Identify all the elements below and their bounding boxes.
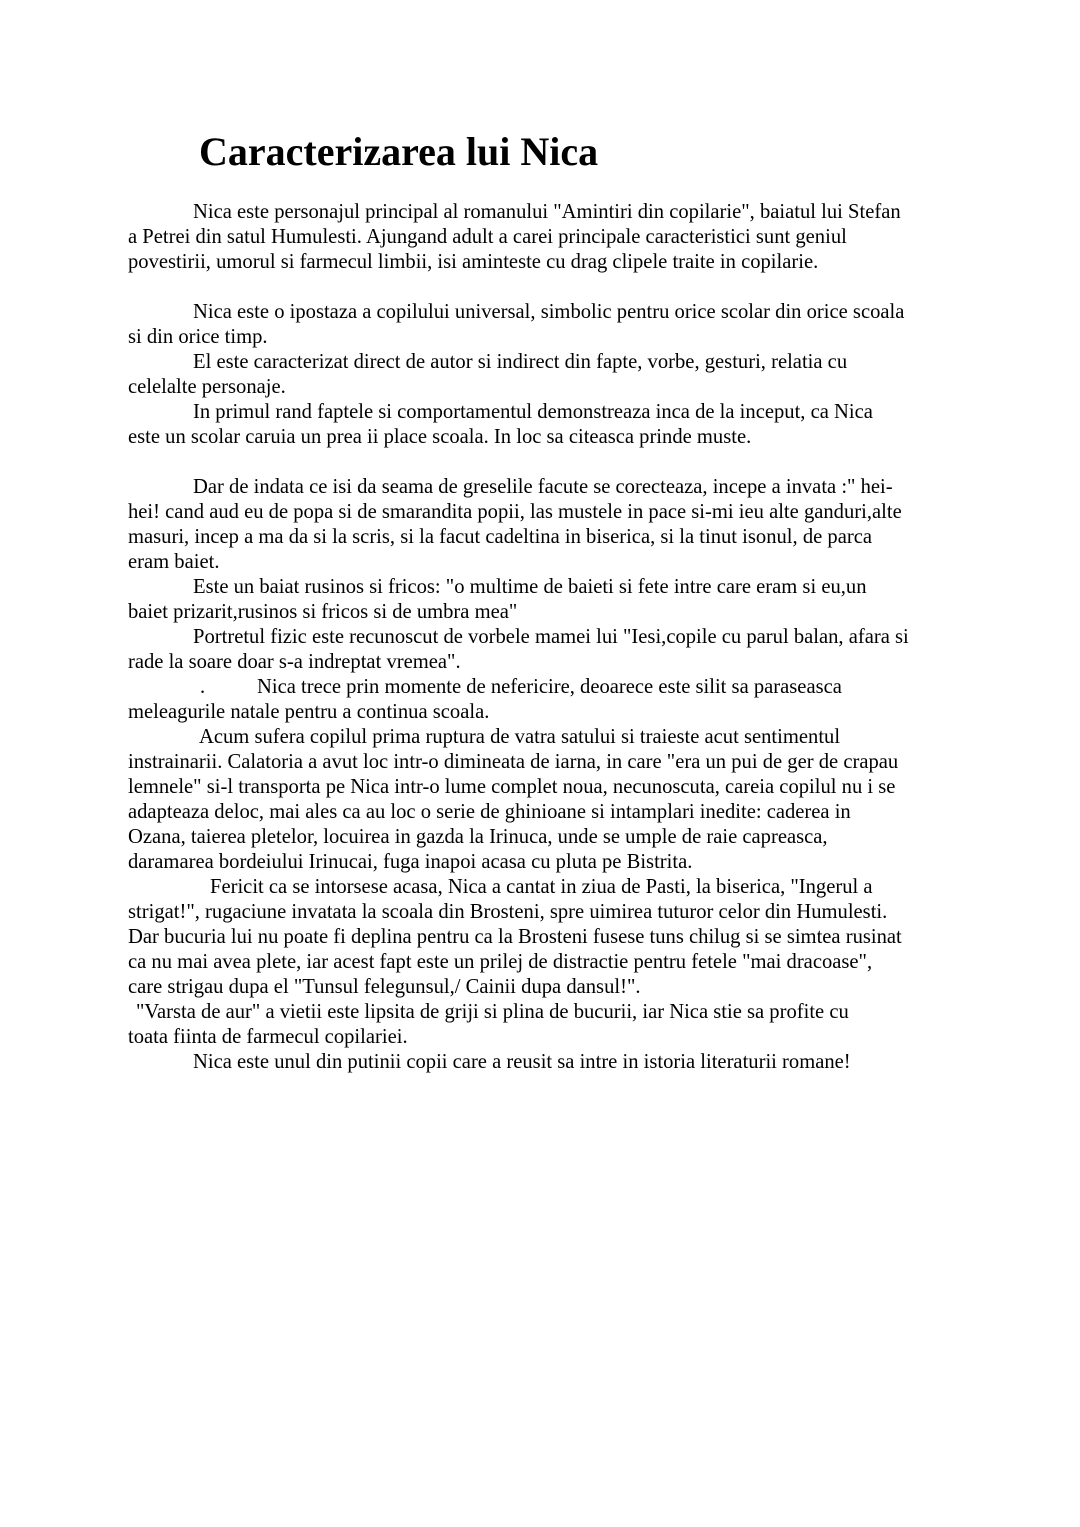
text-line: daramarea bordeiului Irinucai, fuga inapoi acasa cu pluta pe Bistrita. — [128, 851, 693, 873]
text-line: este un scolar caruia un prea ii place scoala. In loc sa citeasca prinde muste. — [128, 426, 752, 448]
text-line: toata fiinta de farmecul copilariei. — [128, 1026, 408, 1048]
text-line: meleagurile natale pentru a continua scoala. — [128, 701, 490, 723]
text-line: eram baiet. — [128, 551, 220, 573]
text-line: instrainarii. Calatoria a avut loc intr-o dimineata de iarna, in care "era un pui de ger de crapau — [128, 751, 899, 773]
text-line: Nica este unul din putinii copii care a reusit sa intre in istoria literaturii romane! — [193, 1051, 851, 1073]
text-line: adapteaza deloc, mai ales ca au loc o serie de ghinioane si intamplari inedite: caderea in — [128, 801, 851, 823]
text-line: celelalte personaje. — [128, 376, 286, 398]
text-line: lemnele" si-l transporta pe Nica intr-o lume complet noua, necunoscuta, careia copilul nu i se — [128, 776, 896, 798]
text-line: In primul rand faptele si comportamentul demonstreaza inca de la inceput, ca Nica — [193, 401, 873, 423]
text-line: strigat!", rugaciune invatata la scoala din Brosteni, spre uimirea tuturor celor din Humulesti. — [128, 901, 888, 923]
document-title: Caracterizarea lui Nica — [199, 129, 599, 174]
text-line: masuri, incep a ma da si la scris, si la facut cadeltina in biserica, si la tinut isonul, de parca — [128, 526, 872, 548]
text-line: Dar de indata ce isi da seama de greselile facute se corecteaza, incepe a invata :" hei- — [193, 476, 893, 498]
text-line: baiet prizarit,rusinos si fricos si de umbra mea" — [128, 601, 518, 623]
text-line: povestirii, umorul si farmecul limbii, isi aminteste cu drag clipele traite in copilarie. — [128, 251, 819, 273]
text-line: Dar bucuria lui nu poate fi deplina pentru ca la Brosteni fusese tuns chilug si se simtea rusinat — [128, 926, 902, 948]
text-line: Ozana, taierea pletelor, locuirea in gazda la Irinuca, unde se umple de raie capreasca, — [128, 826, 828, 848]
text-line: El este caracterizat direct de autor si indirect din fapte, vorbe, gesturi, relatia cu — [193, 351, 848, 373]
text-line: rade la soare doar s-a indreptat vremea". — [128, 651, 461, 673]
text-line: si din orice timp. — [128, 326, 268, 348]
text-line: Nica este personajul principal al romanului "Amintiri din copilarie", baiatul lui Stefan — [193, 201, 901, 223]
text-line: Este un baiat rusinos si fricos: "o multime de baieti si fete intre care eram si eu,un — [193, 576, 867, 598]
text-line: ca nu mai avea plete, iar acest fapt este un prilej de distractie pentru fetele "mai dracoase", — [128, 951, 873, 973]
text-line: Acum sufera copilul prima ruptura de vatra satului si traieste acut sentimentul — [199, 726, 841, 748]
text-line: a Petrei din satul Humulesti. Ajungand adult a carei principale caracteristici sunt geniul — [128, 226, 847, 248]
text-line: Portretul fizic este recunoscut de vorbele mamei lui "Iesi,copile cu parul balan, afara si — [193, 626, 909, 648]
text-line: "Varsta de aur" a vietii este lipsita de griji si plina de bucurii, iar Nica stie sa profite cu — [136, 1001, 849, 1023]
stray-dot: . — [200, 676, 206, 698]
text-line: Nica este o ipostaza a copilului universal, simbolic pentru orice scolar din orice scoala — [193, 301, 905, 323]
text-line: Fericit ca se intorsese acasa, Nica a cantat in ziua de Pasti, la biserica, "Ingerul a — [210, 876, 873, 898]
text-line: care strigau dupa el "Tunsul felegunsul,/ Cainii dupa dansul!". — [128, 976, 641, 998]
text-line: Nica trece prin momente de nefericire, deoarece este silit sa paraseasca — [257, 676, 842, 698]
text-line: hei! cand aud eu de popa si de smarandita popii, las mustele in pace si-mi ieu alte ganduri,alte — [128, 501, 902, 523]
